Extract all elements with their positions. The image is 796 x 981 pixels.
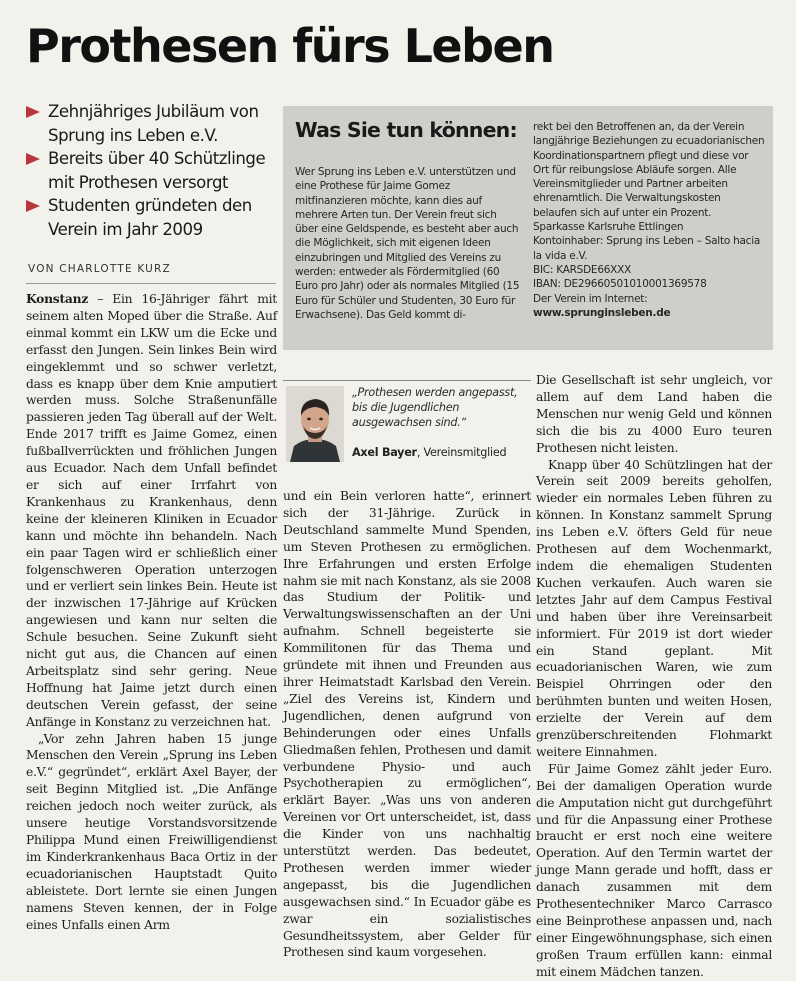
portrait-photo (286, 386, 344, 462)
teaser-bullet-text: Studenten gründeten den Verein im Jahr 2009 (48, 196, 252, 239)
article-paragraph: Für Jaime Gomez zählt jeder Euro. Bei der damaligen Operation wurde die Amputation nicht gut durchgeführt und für die Anpassung einer Prothese braucht er erst noch eine weitere Operation. Auf den Termin wartet der junge Mann gerade und hofft, dass er danach zusammen mit dem Prothesentechniker Marco Carrasco eine Beinprothese anpassen und, nach einer Eingewöhnungsphase, sich einen großen Traum erfüllen kann: einmal mit einem Mädchen tanzen. (536, 761, 772, 979)
quote-divider (283, 380, 531, 381)
web-label: Der Verein im Internet: (533, 292, 648, 305)
article-column-3 (536, 372, 772, 981)
account-owner: Kontoinhaber: Sprung ins Leben – Salto hacia la vida e.V. (533, 235, 761, 262)
article-paragraph: Die Gesellschaft ist sehr ungleich, vor allem auf dem Land haben die Menschen nur wenig Geld und können sich die bis zu 4000 Euro teuren Prothesen nicht leisten. (536, 373, 772, 455)
paragraph-text: – Ein 16-Jähriger fährt mit seinem alten Moped über die Straße. Auf einmal kommt ein LKW um die Ecke und erfasst den Jungen. Sein linkes Bein wird eingeklemmt und so schwer verletzt, dass es knapp über dem Knie amputiert werden muss. Solche Straßenunfälle passieren jeden Tag überall auf der Welt. Ende 2017 trifft es Jaime Gomez, einen fußballverrückten und fröhlichen Jungen aus Ecuador. Nach dem Unfall befindet er sich auf einer Irrfahrt von Krankenhaus zu Krankenhaus, denn keine der kleineren Kliniken in Ecuador kann und möchte ihn behandeln. Nach ein paar Tagen wird er schließlich einer folgenschweren Operation unterzogen und er verliert sein linkes Bein. Heute ist der inzwischen 17-Jährige auf Krücken angewiesen und kann nur selten die Schule besuchen. Seine Zukunft sieht nicht gut aus, die Chancen auf einen Arbeitsplatz sind sehr gering. Neue Hoffnung hat Jaime jetzt durch einen deutschen Verein gefasst, der seine Anfänge in Konstanz zu verzeichnen hat. (26, 292, 277, 729)
bank-bic: BIC: KARSDE66XXX (533, 263, 632, 276)
info-box-right-text: rekt bei den Betroffenen an, da der Verein langjährige Beziehungen zu ecuadorianischen Koordinationspartnern pflegt und diese vor Ort für reibungslose Abläufe sorgen. Alle Vereinsmitglieder und Partner arbeiten ehrenamtlich. Die Verwaltungskosten belaufen sich auf unter ein Prozent. (533, 121, 765, 219)
info-box-left-text: Wer Sprung ins Leben e.V. unterstützen und eine Prothese für Jaime Gomez mitfinanzieren möchte, kann dies auf mehrere Arten tun. Der Verein freut sich über eine Geldspende, es besteht aber auch die Möglichkeit, sich mit eigenen Ideen einzubringen und Mitglied des Vereins zu werden: entweder als Fördermitglied (60 Euro pro Jahr) oder als normales Mitglied (15 Euro für Schüler und Studenten, 30 Euro für Erwachsene). Das Geld kommt di- (295, 166, 520, 321)
teaser-bullet (26, 194, 276, 241)
bullet-arrow-icon (26, 153, 40, 165)
quote-author-role: , Vereinsmitglied (416, 446, 507, 459)
article-paragraph: Knapp über 40 Schützlingen hat der Verein seit 2009 bereits geholfen, wieder ein normales Leben führen zu können. In Konstanz sammelt Sprung ins Leben e.V. öfters Geld für neue Prothesen auf dem Wochenmarkt, indem die ehemaligen Studenten Kuchen verkaufen. Auch waren sie letztes Jahr auf dem Campus Festival und haben über ihre Vereinsarbeit informiert. Für 2019 ist dort wieder ein Stand geplant. Mit ecuadorianischen Waren, wie zum Beispiel Ohrringen oder den berühmten bunten und weiten Hosen, erzielte der Verein auf dem grenzüberschreitenden Flohmarkt weitere Einnahmen. (536, 457, 772, 759)
bullet-arrow-icon (26, 106, 40, 118)
teaser-bullet-text: Zehnjähriges Jubiläum von Sprung ins Leben e.V. (48, 102, 259, 145)
dateline: Konstanz (26, 291, 89, 306)
byline-divider (26, 283, 276, 284)
website-link[interactable]: www.sprunginsleben.de (533, 306, 671, 319)
quote-author-name: Axel Bayer (352, 446, 417, 459)
article-column-1 (26, 291, 277, 933)
article-paragraph: „Vor zehn Jahren haben 15 junge Menschen den Verein „Sprung ins Leben e.V.“ gegründet“, erklärt Axel Bayer, der seit Beginn Mitglied ist. „Die Anfänge reichen jedoch noch weiter zurück, als unsere heutige Vorstandsvorsitzende Philippa Mund einen Freiwilligendienst im Kinderkrankenhaus Baca Ortiz in der ecuadorianischen Hauptstadt Quito ableistete. Dort lernte sie einen Jungen namens Steven kennen, der in Folge eines Unfalls einen Arm (26, 731, 277, 932)
info-box-right (533, 120, 765, 320)
quote-attribution (352, 446, 506, 459)
portrait-image (286, 386, 344, 462)
teaser-bullet (26, 100, 276, 147)
article-paragraph (26, 291, 277, 731)
teaser-bullets (26, 100, 276, 241)
bank-iban: IBAN: DE29660501010001369578 (533, 278, 707, 291)
teaser-bullet (26, 147, 276, 194)
pull-quote: „Prothesen werden angepasst, bis die Jugendlichen ausgewachsen sind.“ (352, 386, 518, 429)
teaser-bullet-text: Bereits über 40 Schützlinge mit Prothesen versorgt (48, 149, 266, 192)
bank-name: Sparkasse Karlsruhe Ettlingen (533, 221, 684, 234)
headline: Prothesen fürs Leben (26, 19, 554, 73)
bullet-arrow-icon (26, 200, 40, 212)
byline: VON CHARLOTTE KURZ (28, 263, 171, 275)
info-box-title: Was Sie tun können: (295, 118, 517, 142)
article-paragraph: und ein Bein verloren hatte“, erinnert sich der 31-Jährige. Zurück in Deutschland sammelte Mund Spenden, um Steven Prothesen zu ermöglichen. Ihre Erfahrungen und ersten Erfolge nahm sie mit nach Konstanz, als sie 2008 das Studium der Politik- und Verwaltungswissenschaften an der Uni aufnahm. Schnell begeisterte sie Kommilitonen für das Thema und gründete mit ihnen und Freunden aus ihrer Heimatstadt Karlsbad den Verein. „Ziel des Vereins ist, Kindern und Jugendlichen, denen aufgrund von Behinderungen oder eines Unfalls Gliedmaßen fehlen, Prothesen und damit verbundene Physio- und auch Psychotherapien zu ermöglichen“, erklärt Bayer. „Was uns von anderen Vereinen vor Ort unterscheidet, ist, dass die Kinder von uns nachhaltig unterstützt werden. Das bedeutet, Prothesen werden immer wieder angepasst, bis die Jugendlichen ausgewachsen sind.“ In Ecuador gäbe es zwar ein sozialistisches Gesundheitssystem, aber Gelder für Prothesen sind kaum vorgesehen. (283, 489, 531, 960)
article-column-2 (283, 488, 531, 961)
